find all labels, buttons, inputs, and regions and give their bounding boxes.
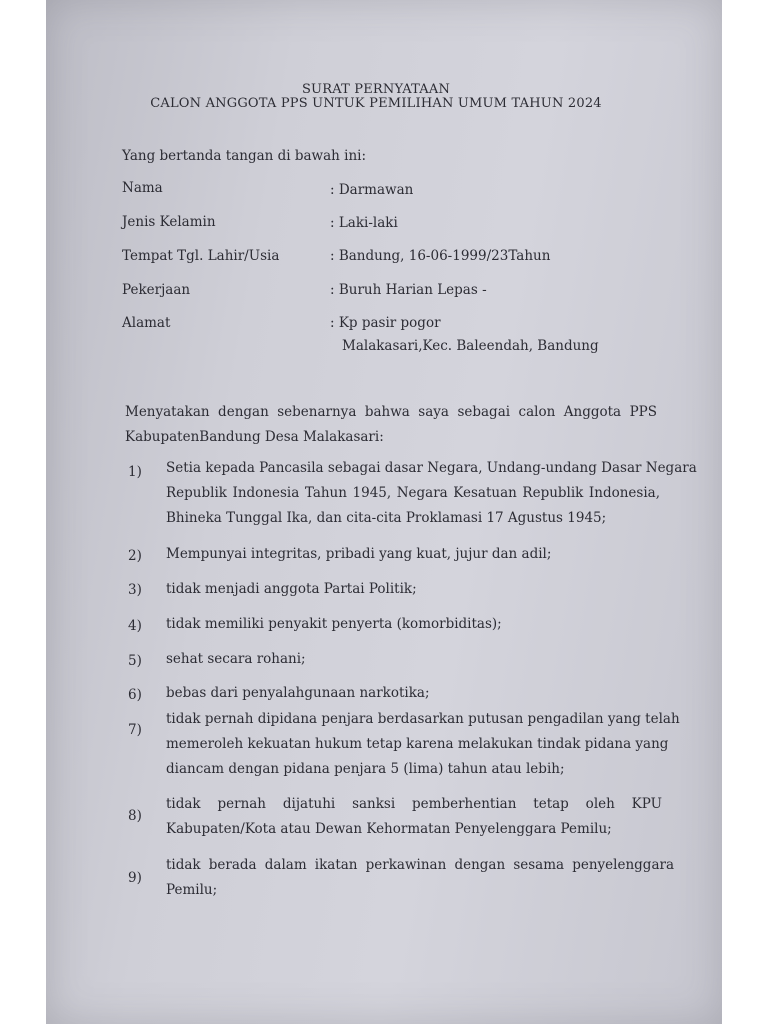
list-item	[166, 792, 662, 842]
item-line: Bhineka Tunggal Ika, dan cita-cita Proklamasi 17 Agustus 1945;	[166, 510, 607, 526]
statement-paragraph	[125, 400, 657, 450]
gender-label: Jenis Kelamin	[122, 214, 216, 230]
item-line: diancam dengan pidana penjara 5 (lima) tahun atau lebih;	[166, 761, 565, 777]
item-number: 1)	[128, 464, 142, 480]
item-line: memeroleh kekuatan hukum tetap karena melakukan tindak pidana yang	[166, 736, 669, 752]
intro-text: Yang bertanda tangan di bawah ini:	[122, 148, 367, 164]
birth-label: Tempat Tgl. Lahir/Usia	[122, 248, 280, 264]
statement-line: KabupatenBandung Desa Malakasari:	[125, 429, 384, 445]
list-item	[166, 456, 697, 531]
doc-title: SURAT PERNYATAAN	[301, 82, 451, 97]
address-label: Alamat	[122, 315, 171, 331]
item-number: 8)	[128, 808, 142, 824]
item-number: 3)	[128, 582, 142, 598]
list-item: bebas dari penyalahgunaan narkotika;	[166, 685, 430, 701]
item-line: tidak pernah dipidana penjara berdasarkan putusan pengadilan yang telah	[166, 711, 680, 727]
list-item	[166, 707, 680, 782]
item-number: 5)	[128, 653, 142, 669]
item-line: Republik Indonesia Tahun 1945, Negara Kesatuan Republik Indonesia,	[166, 485, 660, 501]
name-label: Nama	[122, 180, 163, 196]
statement-line: Menyatakan dengan sebenarnya bahwa saya sebagai calon Anggota PPS	[125, 404, 657, 420]
list-item: tidak memiliki penyakit penyerta (komorbiditas);	[166, 616, 502, 632]
item-line: Setia kepada Pancasila sebagai dasar Negara, Undang-undang Dasar Negara	[166, 460, 697, 476]
job-label: Pekerjaan	[122, 282, 191, 298]
item-line: Pemilu;	[166, 882, 218, 898]
item-line: tidak berada dalam ikatan perkawinan dengan sesama penyelenggara	[166, 857, 674, 873]
item-line: Kabupaten/Kota atau Dewan Kehormatan Penyelenggara Pemilu;	[166, 821, 612, 837]
item-number: 2)	[128, 548, 142, 564]
name-value: : Darmawan	[330, 182, 414, 198]
address-value-line1: : Kp pasir pogor	[330, 315, 441, 331]
list-item	[166, 853, 674, 903]
item-number: 7)	[128, 722, 142, 738]
job-value: : Buruh Harian Lepas -	[330, 282, 487, 298]
item-number: 9)	[128, 870, 142, 886]
item-number: 6)	[128, 687, 142, 703]
list-item: Mempunyai integritas, pribadi yang kuat, jujur dan adil;	[166, 546, 552, 562]
item-line: tidak pernah dijatuhi sanksi pemberhentian tetap oleh KPU	[166, 796, 662, 812]
list-item: sehat secara rohani;	[166, 651, 306, 667]
doc-subtitle: CALON ANGGOTA PPS UNTUK PEMILIHAN UMUM TAHUN 2024	[150, 96, 602, 111]
item-number: 4)	[128, 618, 142, 634]
birth-value: : Bandung, 16-06-1999/23Tahun	[330, 248, 551, 264]
list-item: tidak menjadi anggota Partai Politik;	[166, 581, 417, 597]
address-value-line2: Malakasari,Kec. Baleendah, Bandung	[342, 338, 599, 354]
gender-value: : Laki-laki	[330, 215, 398, 231]
